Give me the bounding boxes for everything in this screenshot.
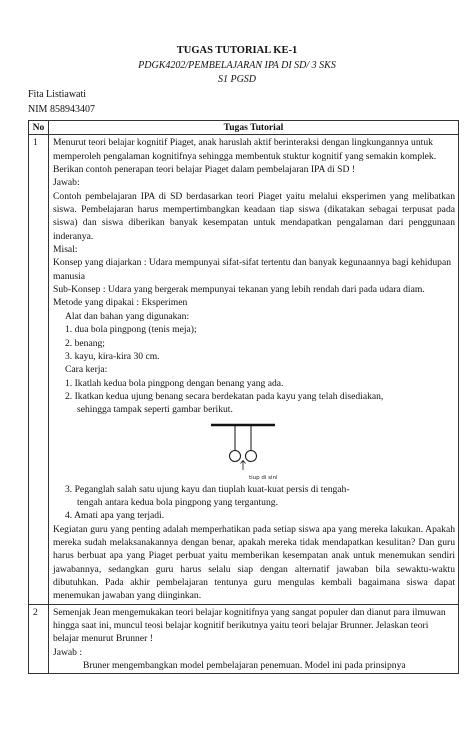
figure-caption: tiup di sini	[249, 474, 278, 481]
answer-start: Bruner mengembangkan model pembelajaran penemuan. Model ini pada prinsipnya	[83, 660, 406, 672]
row-content	[49, 135, 459, 604]
study-program: S1 PGSD	[217, 74, 257, 85]
row-content	[49, 604, 459, 674]
list-item: 1. dua bola pingpong (tenis meja);	[65, 324, 197, 336]
example-label: Misal:	[53, 244, 78, 256]
question-text: Menurut teori belajar kognitif Piaget, anak haruslah aktif berinteraksi dengan lingkungannya untuk memperoleh pengalaman kognitifnya sehingga membentuk stuktur kognitif yang semakin komplek. Berikan contoh penerapan teori belajar Piaget dalam pembelajaran IPA di SD !	[53, 137, 437, 176]
answer-label: Jawab :	[53, 646, 83, 658]
question-text: Semenjak Jean mengemukakan teori belajar kognitifnya yang sangat populer dan dianut para ilmuwan hingga saat ini, muncul teosi belajar kognitif berikutnya yaitu teori belajar Brunner. Jelaskan teori belajar menurut Brunner !	[53, 606, 446, 645]
materials-list	[53, 323, 455, 363]
experiment-figure	[53, 417, 455, 483]
method-text: Metode yang dipakai : Eksperimen	[53, 297, 188, 309]
concept-text: Konsep yang diajarkan : Udara mempunyai sifat-sifat tertentu dan banyak kegunaannya bagi kehidupan manusia	[53, 257, 452, 282]
row-number: 2	[29, 604, 49, 674]
student-nim: NIM 858943407	[28, 104, 95, 115]
procedure-step: 3. Peganglah salah satu ujung kayu dan tiuplah kuat-kuat persis di tengah-	[65, 483, 350, 495]
student-name: Fita Listiawati	[28, 89, 87, 100]
procedure-step: 2. Ikatkan kedua ujung benang secara berdekatan pada kayu yang telah disediakan,	[65, 390, 384, 402]
procedure-step: 4. Amati apa yang terjadi.	[65, 510, 165, 522]
tutorial-table	[28, 120, 459, 674]
answer-intro: Contoh pembelajaran IPA di SD berdasarkan teori Piaget yaitu melalui eksperimen yang melibatkan siswa. Pembelajaran harus mempertimbangkan keadaan tiap siswa (dikatakan sebagai terpusat pada siswa) dan siswa diberikan banyak kesempatan untuk mendapatkan pengalaman dari penggunaan inderanya.	[53, 190, 455, 242]
column-header-task: Tugas Tutorial	[49, 121, 459, 135]
table-row	[29, 604, 459, 674]
procedure-step: 1. Ikatlah kedua bola pingpong dengan benang yang ada.	[65, 377, 284, 389]
answer-label: Jawab:	[53, 177, 80, 189]
materials-label: Alat dan bahan yang digunakan:	[65, 310, 190, 322]
document-title: TUGAS TUTORIAL KE-1	[176, 45, 298, 56]
list-item: 2. benang;	[65, 337, 105, 349]
course-code: PDGK4202/PEMBELAJARAN IPA DI SD/ 3 SKS	[138, 60, 336, 71]
closing-paragraph: Kegiatan guru yang penting adalah memperhatikan pada setiap siswa apa yang mereka lakukan. Apakah mereka sudah melaksanakannya dengan benar, apakah mereka tidak mendapatkan kesulitan? Dan guru harus berbuat apa yang Piaget perbuat yaitu memberikan kesempatan anak untuk menemukan sendiri jawabannya, sedangkan guru harus selalu siap dengan alternatif jawaban bila sewaktu-waktu dibutuhkan. Pada akhir pembelajaran tentunya guru mengulas kembali bagaimana siswa dapat menemukan jawaban yang diinginkan.	[53, 523, 455, 602]
sub-concept-text: Sub-Konsep : Udara yang bergerak mempunyai tekanan yang lebih rendah dari pada udara diam.	[53, 284, 425, 296]
table-row	[29, 135, 459, 604]
table-header-row	[29, 121, 459, 135]
hanging-pingpong-balls-illustration	[203, 421, 283, 477]
row-number: 1	[29, 135, 49, 604]
procedure-step-continued: sehingga tampak seperti gambar berikut.	[77, 404, 233, 416]
procedure-step-continued: tengah antara kedua bola pingpong yang tergantung.	[77, 496, 278, 508]
list-item: 3. kayu, kira-kira 30 cm.	[65, 350, 160, 362]
column-header-no: No	[29, 121, 49, 135]
procedure-label: Cara kerja:	[65, 364, 108, 376]
